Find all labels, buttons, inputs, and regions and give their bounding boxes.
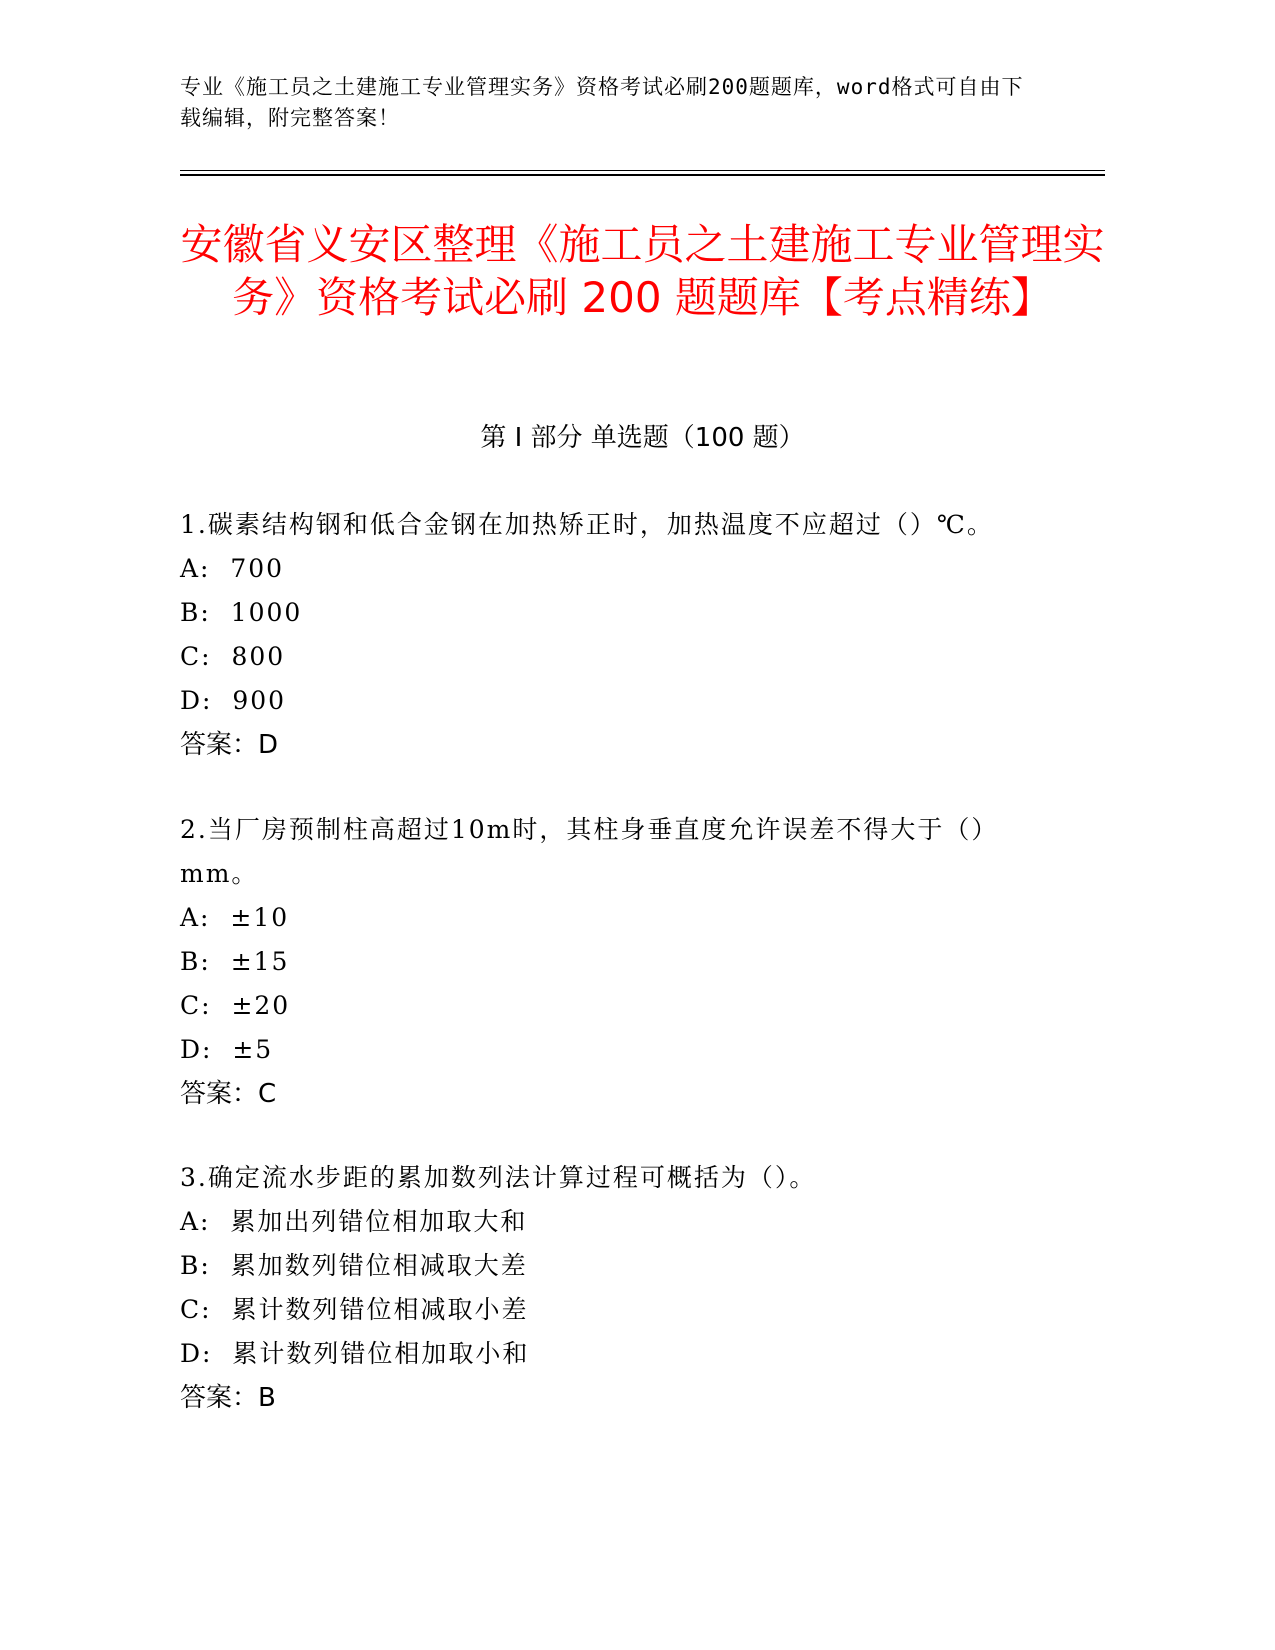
question-stem: 1.碳素结构钢和低合金钢在加热矫正时，加热温度不应超过（）℃。 (180, 510, 994, 539)
answer: 答案：B (180, 1383, 276, 1413)
option-d: D: 累计数列错位相加取小和 (180, 1339, 530, 1368)
option-c: C: 800 (180, 642, 286, 671)
option-a: A: 700 (180, 554, 285, 583)
option-b: B: 累加数列错位相减取大差 (180, 1251, 528, 1280)
section-title: 第 I 部分 单选题（100 题） (480, 423, 805, 453)
option-b: B: 1000 (180, 598, 303, 627)
header-note: 专业《施工员之土建施工专业管理实务》资格考试必刷200题题库，word格式可自由下载编辑，附完整答案！ (180, 75, 1024, 130)
question-2 (180, 808, 1105, 1116)
option-d: D: ±5 (180, 1035, 274, 1064)
option-a: A: 累加出列错位相加取大和 (180, 1207, 528, 1236)
question-stem: 2.当厂房预制柱高超过10m时，其柱身垂直度允许误差不得大于（）mm。 (180, 815, 999, 888)
question-3 (180, 1156, 1105, 1420)
option-d: D: 900 (180, 686, 287, 715)
option-b: B: ±15 (180, 947, 290, 976)
question-stem: 3.确定流水步距的累加数列法计算过程可概括为（）。 (180, 1163, 817, 1192)
header-divider-thin (180, 170, 1105, 171)
header-divider-thick (180, 174, 1105, 176)
answer: 答案：D (180, 730, 279, 760)
answer: 答案：C (180, 1079, 277, 1109)
option-c: C: ±20 (180, 991, 291, 1020)
document-title: 安徽省义安区整理《施工员之土建施工专业管理实务》资格考试必刷 200 题题库【考点精练】 (180, 220, 1105, 322)
question-1 (180, 503, 1105, 767)
option-c: C: 累计数列错位相减取小差 (180, 1295, 529, 1324)
option-a: A: ±10 (180, 903, 290, 932)
